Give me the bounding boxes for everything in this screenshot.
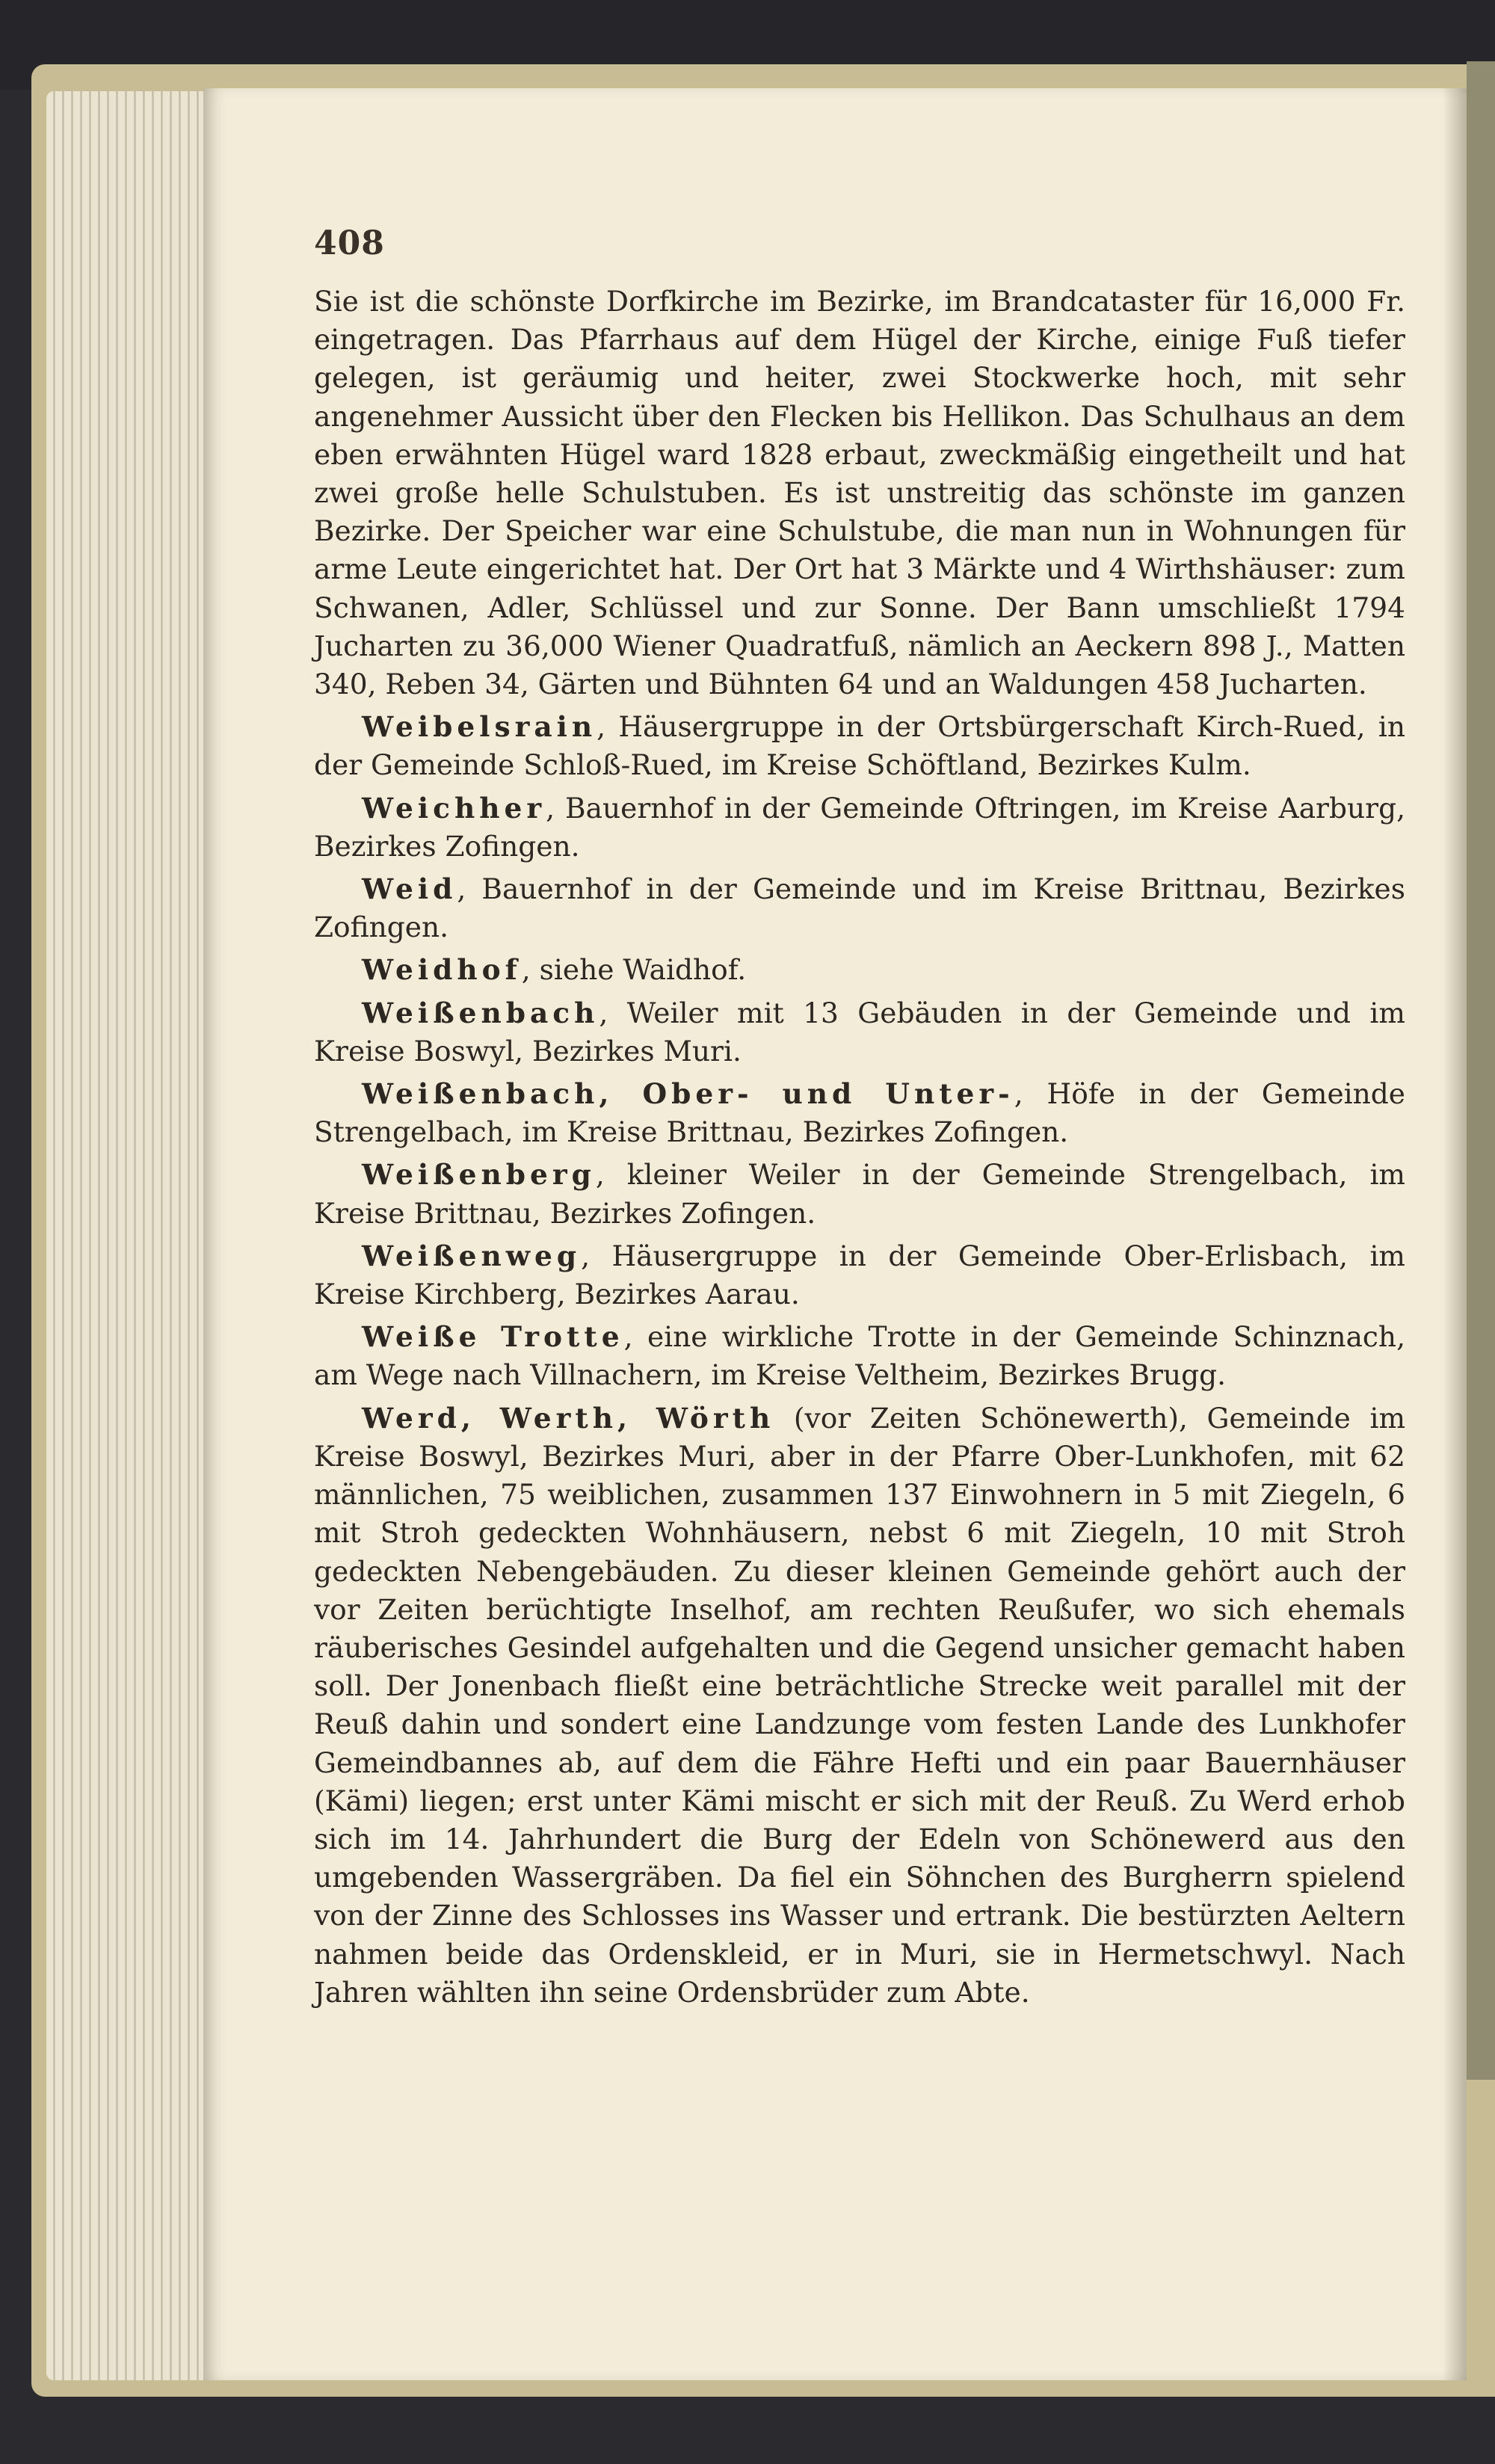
entry-headword: Weiße Trotte: [362, 1320, 624, 1354]
entry-headword: Werd, Werth, Wörth: [362, 1401, 775, 1435]
entry-paragraph: [314, 1156, 1405, 1232]
entry-text: , Höfe in der Gemeinde Strengelbach, im Kreise Brittnau, Bezirkes Zofingen.: [314, 1077, 1405, 1149]
entry-headword: Weid: [362, 872, 457, 906]
entry-text: , Bauernhof in der Gemeinde und im Kreise Brittnau, Bezirkes Zofingen.: [314, 872, 1405, 944]
gutter-shadow: [1443, 88, 1467, 2380]
entry-headword: Weichher: [362, 791, 546, 825]
entry-paragraph: [314, 870, 1405, 946]
entry-headword: Weibelsrain: [362, 710, 597, 744]
entry-text: , kleiner Weiler in der Gemeinde Strengelbach, im Kreise Brittnau, Bezirkes Zofingen.: [314, 1158, 1405, 1230]
paragraph-continuation: [314, 283, 1405, 703]
entry-text: , Bauernhof in der Gemeinde Oftringen, im Kreise Aarburg, Bezirkes Zofingen.: [314, 791, 1405, 863]
entry-text: , Häusergruppe in der Gemeinde Ober-Erlisbach, im Kreise Kirchberg, Bezirkes Aarau.: [314, 1239, 1405, 1311]
entry-text: , Häusergruppe in der Ortsbürgerschaft Kirch-Rued, in der Gemeinde Schloß-Rued, im Kreise Schöftland, Bezirkes Kulm.: [314, 710, 1405, 782]
entry-paragraph: [314, 1399, 1405, 2012]
book-cover-edge: [1467, 61, 1495, 2080]
entry-headword: Weißenbach: [362, 996, 599, 1029]
paragraph-text: Sie ist die schönste Dorfkirche im Bezirke, im Brandcataster für 16,000 Fr. eingetragen. Das Pfarrhaus auf dem Hügel der Kirche, einige Fuß tiefer gelegen, ist geräumig und heiter, zwei Stockwerke hoch, mit sehr angenehmer Aussicht über den Flecken bis Hellikon. Das Schulhaus an dem eben erwähnten Hügel ward 1828 erbaut, zweckmäßig eingetheilt und hat zwei große helle Schulstuben. Es ist unstreitig das schönste im ganzen Bezirke. Der Speicher war eine Schulstube, die man nun in Wohnungen für arme Leute eingerichtet hat. Der Ort hat 3 Märkte und 4 Wirthshäuser: zum Schwanen, Adler, Schlüssel und zur Sonne. Der Bann umschließt 1794 Jucharten zu 36,000 Wiener Quadratfuß, nämlich an Aeckern 898 J., Matten 340, Reben 34, Gärten und Bühnten 64 und an Waldungen 458 Jucharten.: [314, 285, 1405, 701]
entry-paragraph: [314, 789, 1405, 866]
page-number: 408: [314, 224, 385, 262]
page-text: [314, 283, 1405, 2016]
entry-headword: Weidhof: [362, 953, 522, 987]
entry-headword: Weißenweg: [362, 1239, 582, 1272]
entry-paragraph: [314, 1237, 1405, 1313]
page-stack-edges: [46, 91, 226, 2380]
entry-text: , siehe Waidhof.: [521, 953, 747, 987]
entry-headword: Weißenbach, Ober- und Unter-: [362, 1077, 1014, 1111]
entry-text: (vor Zeiten Schönewerth), Gemeinde im Kreise Boswyl, Bezirkes Muri, aber in der Pfarre Ober-Lunkhofen, mit 62 männlichen, 75 weiblichen, zusammen 137 Einwohnern in 5 mit Ziegeln, 6 mit Stroh gedeckten Wohnhäusern, nebst 6 mit Ziegeln, 10 mit Stroh gedeckten Nebengebäuden. Zu dieser kleinen Gemeinde gehört auch der vor Zeiten berüchtigte Inselhof, am rechten Reußufer, wo sich ehemals räuberisches Gesindel aufgehalten und die Gegend unsicher gemacht haben soll. Der Jonenbach fließt eine beträchtliche Strecke weit parallel mit der Reuß dahin und sondert eine Landzunge vom festen Lande des Lunkhofer Gemeindbannes ab, auf dem die Fähre Hefti und ein paar Bauernhäuser (Kämi) liegen; erst unter Kämi mischt er sich mit der Reuß. Zu Werd erhob sich im 14. Jahrhundert die Burg der Edeln von Schönewerd aus den umgebenden Wassergräben. Da fiel ein Söhnchen des Burgherrn spielend von der Zinne des Schlosses ins Wasser und ertrank. Die bestürzten Aeltern nahmen beide das Ordenskleid, er in Muri, sie in Hermetschwyl. Nach Jahren wählten ihn seine Ordensbrüder zum Abte.: [314, 1401, 1405, 2009]
entry-paragraph: [314, 1075, 1405, 1151]
entry-text: , Weiler mit 13 Gebäuden in der Gemeinde und im Kreise Boswyl, Bezirkes Muri.: [314, 996, 1405, 1068]
entry-text: , eine wirkliche Trotte in der Gemeinde Schinznach, am Wege nach Villnachern, im Kreise Veltheim, Bezirkes Brugg.: [314, 1320, 1406, 1392]
entry-paragraph: [314, 951, 1405, 989]
entry-paragraph: [314, 708, 1405, 784]
entry-paragraph: [314, 994, 1405, 1071]
entry-paragraph: [314, 1318, 1405, 1394]
entry-headword: Weißenberg: [362, 1158, 596, 1192]
